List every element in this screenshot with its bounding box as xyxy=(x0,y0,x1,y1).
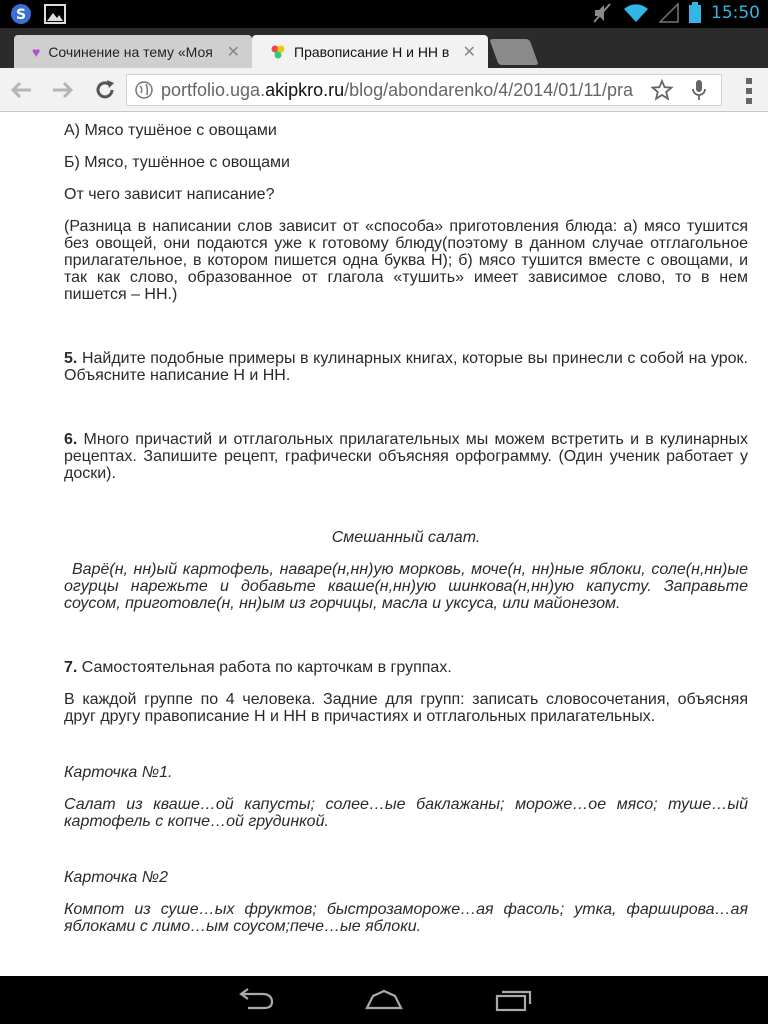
battery-icon xyxy=(689,2,701,24)
signal-icon xyxy=(659,2,679,24)
browser-toolbar xyxy=(0,68,768,112)
task-6 xyxy=(64,431,748,482)
tab-title: Правописание Н и НН в xyxy=(294,43,450,60)
back-icon[interactable] xyxy=(236,988,276,1012)
task-number: 7. xyxy=(64,659,78,676)
microphone-icon[interactable] xyxy=(691,79,707,101)
heart-icon: ♥ xyxy=(32,43,41,60)
reload-button[interactable] xyxy=(90,76,120,104)
card-body: Салат из кваше…ой капусты; солее…ые баклажаны; мороже…ое мясо; туше…ый картофель с копче…ой грудинкой. xyxy=(64,796,748,830)
status-bar xyxy=(0,0,768,28)
url-prefix: portfolio.uga. xyxy=(161,79,266,100)
recipe-body: Варё(н, нн)ый картофель, наваре(н,нн)ую морковь, моче(н, нн)ные яблоки, соле(н,нн)ые огурцы нарежьте и добавьте кваше(н,нн)ую шинкова(н,нн)ую капусту. Заправьте соусом, приготовле(н, нн)ым из горчицы, масла и уксуса, или майонезом. xyxy=(64,561,748,612)
task-5 xyxy=(64,350,748,384)
recipe-title xyxy=(64,529,748,546)
tab-strip xyxy=(0,28,768,68)
reload-icon xyxy=(94,79,116,101)
overflow-menu-button[interactable] xyxy=(746,78,754,104)
star-icon[interactable] xyxy=(651,79,673,101)
recipe-text xyxy=(64,561,748,612)
arrow-left-icon xyxy=(9,80,33,100)
example-b: Б) Мясо, тушённое с овощами xyxy=(64,154,290,171)
card-2-text xyxy=(64,901,748,935)
forward-button[interactable] xyxy=(48,76,78,104)
task-text: Найдите подобные примеры в кулинарных книгах, которые вы принесли с собой на урок. Объясните написание Н и НН. xyxy=(64,350,748,384)
new-tab-button[interactable] xyxy=(489,39,538,65)
menu-dot xyxy=(746,88,752,94)
mute-icon xyxy=(591,2,613,24)
back-button[interactable] xyxy=(6,76,36,104)
tab-sochinenie[interactable] xyxy=(14,35,252,68)
task-text: Много причастий и отглагольных прилагательных мы можем встретить и в кулинарных рецептах. Запишите рецепт, графически объясняя орфограмму. (Один ученик работает у доски). xyxy=(64,431,748,482)
home-icon[interactable] xyxy=(364,988,404,1012)
article xyxy=(64,122,748,950)
recent-apps-icon[interactable] xyxy=(494,988,534,1012)
card-2-title xyxy=(64,869,748,886)
gallery-icon xyxy=(44,4,66,24)
example-a: А) Мясо тушёное с овощами xyxy=(64,122,277,139)
menu-dot xyxy=(746,98,752,104)
card-1-title xyxy=(64,764,748,781)
url-path: /blog/abondarenko/4/2014/01/11/pra xyxy=(344,79,634,100)
explanation: (Разница в написании слов зависит от «способа» приготовления блюда: а) мясо тушится без овощей, они подаются уже к готовому блюду(поэтому в данном случае отглагольное прилагательное, в котором пишется одна буква Н); б) мясо тушится вместе с овощами, и так как слово, образованное от глагола «тушить» имеет зависимое слово, то в нем пишется – НН.) xyxy=(64,218,748,303)
page-content xyxy=(0,112,768,976)
task-number: 5. xyxy=(64,350,78,367)
task-text: Самостоятельная работа по карточкам в группах. xyxy=(81,659,452,676)
tab-title: Сочинение на тему «Моя xyxy=(48,43,213,60)
clock: 15:50 xyxy=(711,3,760,23)
menu-dot xyxy=(746,78,752,84)
system-nav-bar xyxy=(0,976,768,1024)
url-text xyxy=(161,80,643,101)
wifi-icon xyxy=(623,2,649,24)
card-1-text xyxy=(64,796,748,830)
url-host: akipkro.ru xyxy=(265,79,345,100)
groups-text: В каждой группе по 4 человека. Задние для групп: записать словосочетания, объясняя друг другу правописание Н и НН в причастиях и отглагольных прилагательных. xyxy=(64,691,748,725)
card-title-text: Карточка №2 xyxy=(64,869,168,886)
card-body: Компот из суше…ых фруктов; быстрозаморoже…ая фасоль; утка, фарширова…ая яблоками с лимо…ым соусом;пече…ые яблоки. xyxy=(64,901,748,935)
globe-icon xyxy=(135,81,153,99)
address-bar[interactable] xyxy=(126,74,722,106)
question: От чего зависит написание? xyxy=(64,186,275,203)
recipe-title-text: Смешанный салат. xyxy=(331,529,481,546)
site-favicon-icon xyxy=(270,44,286,60)
card-title-text: Карточка №1. xyxy=(64,764,173,781)
svg-text:S: S xyxy=(15,7,27,23)
task-number: 6. xyxy=(64,431,78,448)
task-7 xyxy=(64,659,748,676)
arrow-right-icon xyxy=(51,80,75,100)
app-s-icon xyxy=(10,3,32,25)
tab-pravopisanie[interactable] xyxy=(252,35,488,68)
close-icon[interactable]: ✕ xyxy=(226,43,240,61)
close-icon[interactable]: ✕ xyxy=(462,43,476,61)
